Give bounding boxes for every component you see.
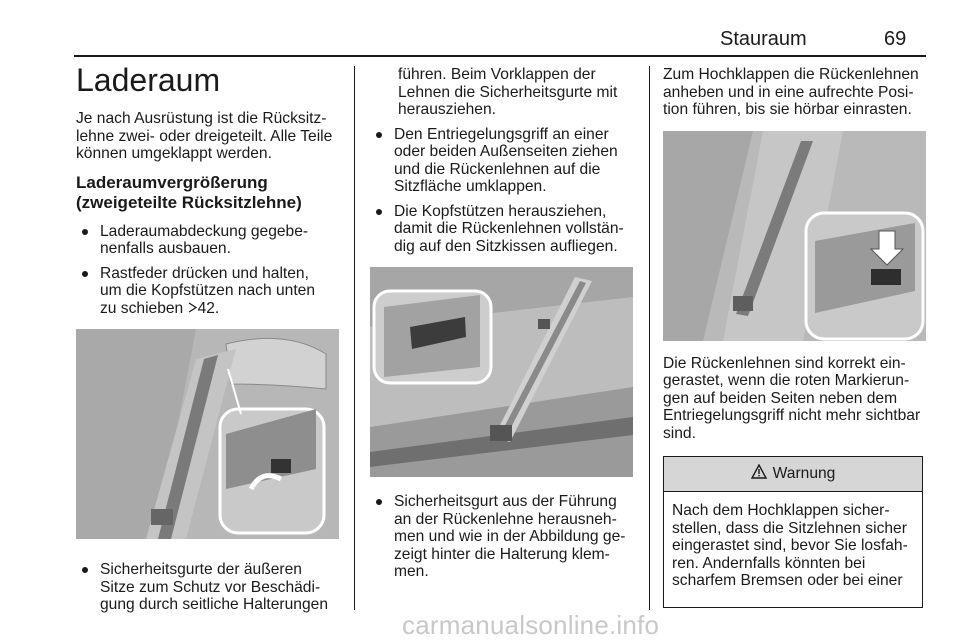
list-item: Den Entriegelungsgriff an einer oder beiden Außenseiten ziehen und die Rückenlehnen auf die Sitzfläche umklappen.	[370, 126, 634, 196]
latch-paragraph: Die Rückenlehnen sind korrekt ein- gerastet, wenn die roten Markierun- gen auf beiden Seiten neben dem Entriegelungsgriff nicht mehr sichtbar sind.	[663, 354, 921, 442]
bullet-list-2	[76, 561, 344, 614]
section-title: Stauraum	[720, 28, 807, 50]
continued-paragraph: führen. Beim Vorklappen der Lehnen die Sicherheitsgurte mit herausziehen.	[398, 66, 618, 118]
page-heading: Laderaum	[76, 62, 221, 98]
page-reference[interactable]: 42.	[197, 299, 220, 317]
list-item: Sicherheitsgurt aus der Führung an der Rückenlehne herausneh- men und wie in der Abbildung ge- zeigt hinter die Halterung klem- men.	[370, 493, 634, 581]
list-item: Sicherheitsgurte der äußeren Sitze zum Schutz vor Beschädi- gung durch seitliche Halterungen	[76, 561, 344, 614]
watermark: carmanualsonline.info	[402, 610, 660, 640]
column-1	[76, 62, 344, 614]
warning-box	[663, 456, 923, 608]
figure-seatbelt-holder	[370, 267, 633, 477]
warning-body: Nach dem Hochklappen sicher- stellen, dass die Sitzlehnen sicher eingerastet sind, bevor Sie losfah- ren. Andernfalls könnten bei scharfem Bremsen oder bei einer	[672, 502, 908, 589]
column-3	[663, 66, 929, 608]
warning-title: Warnung	[772, 465, 836, 483]
list-item: Rastfeder drücken und halten, um die Kopfstützen nach unten zu schieben 42.	[76, 265, 344, 318]
subheading: Laderaumvergrößerung (zweigeteilte Rücksitzlehne)	[76, 172, 302, 212]
header-rule	[74, 55, 926, 57]
intro-paragraph: Je nach Ausrüstung ist die Rücksitz- lehne zwei- oder dreigeteilt. Alle Teile können umgeklappt werden.	[76, 110, 333, 162]
figure-backrest-latch	[663, 131, 926, 341]
figure-seatbelt-headrest	[76, 329, 339, 539]
page-number: 69	[884, 28, 907, 50]
bullet-list-4	[370, 493, 634, 581]
column-divider-1	[354, 66, 355, 610]
list-item: Laderaumabdeckung gegebe- nenfalls ausbauen.	[76, 223, 344, 258]
intro-paragraph-col3: Zum Hochklappen die Rückenlehnen anheben und in eine aufrechte Posi- tion führen, bis sie hörbar einrasten.	[663, 66, 919, 118]
warning-header	[664, 457, 922, 492]
list-item: Die Kopfstützen herausziehen, damit die Rückenlehnen vollstän- dig auf den Sitzkissen aufliegen.	[370, 203, 634, 256]
column-divider-2	[649, 66, 650, 610]
warning-triangle-icon	[751, 464, 767, 484]
bullet-list-1	[76, 223, 344, 318]
ref-arrow-icon[interactable]	[188, 300, 198, 318]
column-2	[370, 66, 634, 581]
bullet-list-3	[370, 126, 634, 256]
